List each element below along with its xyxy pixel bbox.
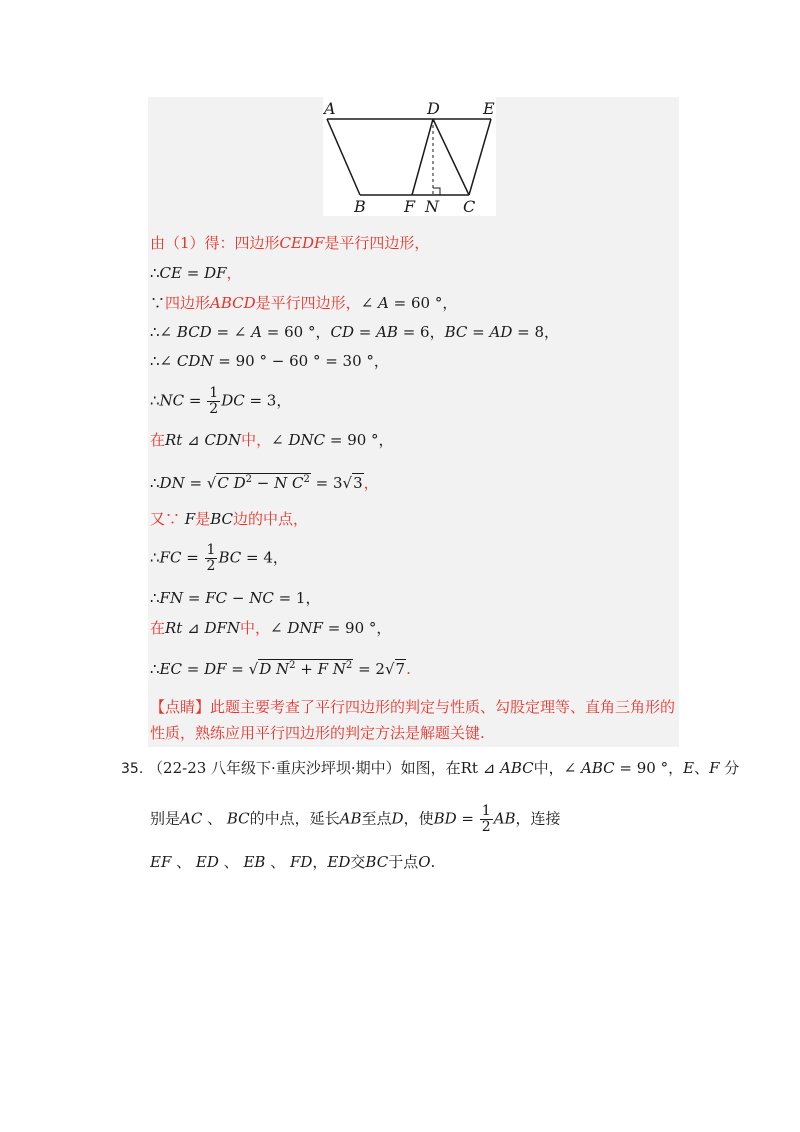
solution-line-4: ∴∠ BCD = ∠ A = 60 °，CD = AB = 6，BC = AD = 8， xyxy=(150,323,560,341)
key-point-comment xyxy=(150,694,680,746)
solution-line-7: 在Rt ⊿ CDN中，∠ DNC = 90 °， xyxy=(150,431,394,449)
question-number: 35. xyxy=(121,761,144,777)
label-F: F xyxy=(404,197,416,216)
solution-line-12: 在Rt ⊿ DFN中，∠ DNF = 90 °， xyxy=(150,619,392,637)
radical-content-2: D $N^2 + F$ $N^2$ xyxy=(259,660,353,678)
label-A: A xyxy=(324,99,336,118)
solution-line-6: ∴NC = $\frac{1}{2}$ DC = 3， xyxy=(150,385,292,417)
segment-DF xyxy=(412,119,433,195)
radical-content: C $D^2 - N$ $C^2$ xyxy=(217,474,310,492)
solution-line-13: ∴EC = DF = √D $N^2 + F$ $N^2 = 2√7$. xyxy=(150,660,411,678)
segment-AB xyxy=(327,119,360,195)
segment-EC xyxy=(469,119,491,195)
label-D: D xyxy=(427,99,440,118)
fraction-half: $\frac{1}{2}$ xyxy=(209,385,219,417)
solution-line-10: ∴FC = $\frac{1}{2}$ BC = 4， xyxy=(150,542,288,574)
label-C: C xyxy=(463,197,476,216)
solution-line-1: 由（1）得：四边形CEDF是平行四边形， xyxy=(150,234,430,252)
solution-line-11: ∴FN = FC − NC = 1， xyxy=(150,589,321,607)
question-line-3: EF 、 ED 、 EB 、 FD，ED交BC于点O. xyxy=(150,853,436,871)
label-N: N xyxy=(425,197,439,216)
geometry-figure xyxy=(323,97,496,216)
solution-line-5: ∴∠ CDN = 90 ° − 60 ° = 30 °， xyxy=(150,352,389,370)
label-B: B xyxy=(354,197,366,216)
segment-DC xyxy=(433,119,469,195)
solution-line-2: ∴CE = DF， xyxy=(150,264,242,282)
comment-tag: 【点睛】 xyxy=(150,698,211,716)
fraction-half-3: $\frac{1}{2}$ xyxy=(481,803,491,835)
fraction-half-2: $\frac{1}{2}$ xyxy=(206,542,216,574)
question-line-1: 35. （22-23 八年级下·重庆沙坪坝·期中）如图，在Rt ⊿ ABC中，∠ ABC = 90 °，E、F 分 xyxy=(121,759,740,777)
trapezoid-diagram xyxy=(323,97,496,216)
label-E: E xyxy=(483,99,495,118)
solution-line-9: 又∵ F是BC边的中点， xyxy=(150,510,309,528)
right-angle-mark xyxy=(433,188,440,195)
solution-line-3: ∵四边形ABCD是平行四边形，∠ A = 60 °， xyxy=(150,294,458,312)
question-line-2: 别是AC 、 BC的中点，延长AB至点D，使BD = $\frac{1}{2}$ AB，连接 xyxy=(150,803,561,835)
solution-line-8: ∴DN = √C $D^2 - N$ $C^2 = 3√3$， xyxy=(150,474,379,492)
comment-text: 此题主要考查了平行四边形的判定与性质、勾股定理等、直角三角形的性质，熟练应用平行四边形的判定方法是解题关键. xyxy=(150,698,676,742)
